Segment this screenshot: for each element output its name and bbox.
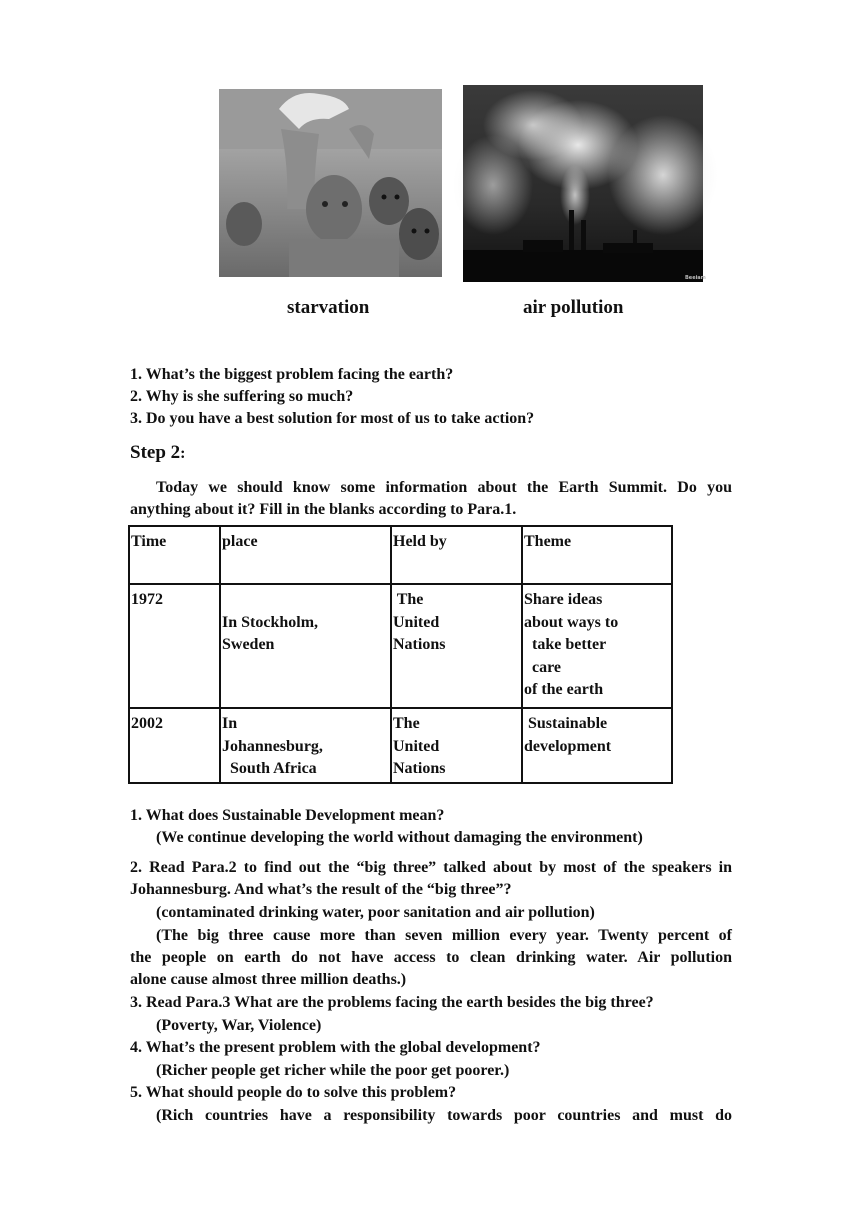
question-2: 2. Why is she suffering so much? xyxy=(130,388,354,405)
header-place: place xyxy=(220,526,391,584)
qa-answer-4: (Richer people get richer while the poor get poorer.) xyxy=(156,1062,510,1079)
cell-place: In Johannesburg, South Africa xyxy=(220,708,391,783)
qa-question-3: 3. Read Para.3 What are the problems facing the earth besides the big three? xyxy=(130,994,654,1011)
question-3: 3. Do you have a best solution for most of us to take action? xyxy=(130,410,535,427)
caption-starvation: starvation xyxy=(287,297,370,318)
cell-theme: Share ideas about ways to take better care of the earth xyxy=(522,584,672,708)
header-theme: Theme xyxy=(522,526,672,584)
cell-theme: Sustainable development xyxy=(522,708,672,783)
starvation-photo xyxy=(219,89,442,277)
intro-line-1: Today we should know some information about the Earth Summit. Do you xyxy=(156,479,732,496)
qa-question-4: 4. What’s the present problem with the global development? xyxy=(130,1039,541,1056)
table-row xyxy=(129,708,672,783)
cell-held-by: The United Nations xyxy=(391,584,522,708)
qa-answer-2b-line-3: alone cause almost three million deaths.) xyxy=(130,971,407,988)
qa-question-5: 5. What should people do to solve this problem? xyxy=(130,1084,457,1101)
cell-place: In Stockholm, Sweden xyxy=(220,584,391,708)
caption-air-pollution: air pollution xyxy=(523,297,624,318)
cell-time: 1972 xyxy=(129,584,220,708)
air-pollution-photo xyxy=(463,85,706,282)
qa-question-1: 1. What does Sustainable Development mean? xyxy=(130,807,445,824)
question-1: 1. What’s the biggest problem facing the earth? xyxy=(130,366,454,383)
step2-heading: Step 2: xyxy=(130,442,186,463)
qa-answer-2a: (contaminated drinking water, poor sanitation and air pollution) xyxy=(156,904,595,921)
qa-answer-3: (Poverty, War, Violence) xyxy=(156,1017,322,1034)
qa-answer-2b-line-1: (The big three cause more than seven million every year. Twenty percent of xyxy=(156,927,732,944)
cell-held-by: The United Nations xyxy=(391,708,522,783)
earth-summit-table xyxy=(128,525,673,784)
table-row xyxy=(129,584,672,708)
qa-answer-1: (We continue developing the world without damaging the environment) xyxy=(156,829,643,846)
qa-answer-5-line-1: (Rich countries have a responsibility towards poor countries and must do xyxy=(156,1107,732,1124)
intro-line-2: anything about it? Fill in the blanks according to Para.1. xyxy=(130,501,517,518)
cell-time: 2002 xyxy=(129,708,220,783)
header-held-by: Held by xyxy=(391,526,522,584)
header-time: Time xyxy=(129,526,220,584)
qa-question-2-line-2: Johannesburg. And what’s the result of the “big three”? xyxy=(130,881,512,898)
qa-answer-2b-line-2: the people on earth do not have access to clean drinking water. Air pollution xyxy=(130,949,732,966)
qa-question-2-line-1: 2. Read Para.2 to find out the “big three” talked about by most of the speakers in xyxy=(130,859,732,876)
watermark: Beeiam xyxy=(685,275,706,281)
table-header-row xyxy=(129,526,672,584)
